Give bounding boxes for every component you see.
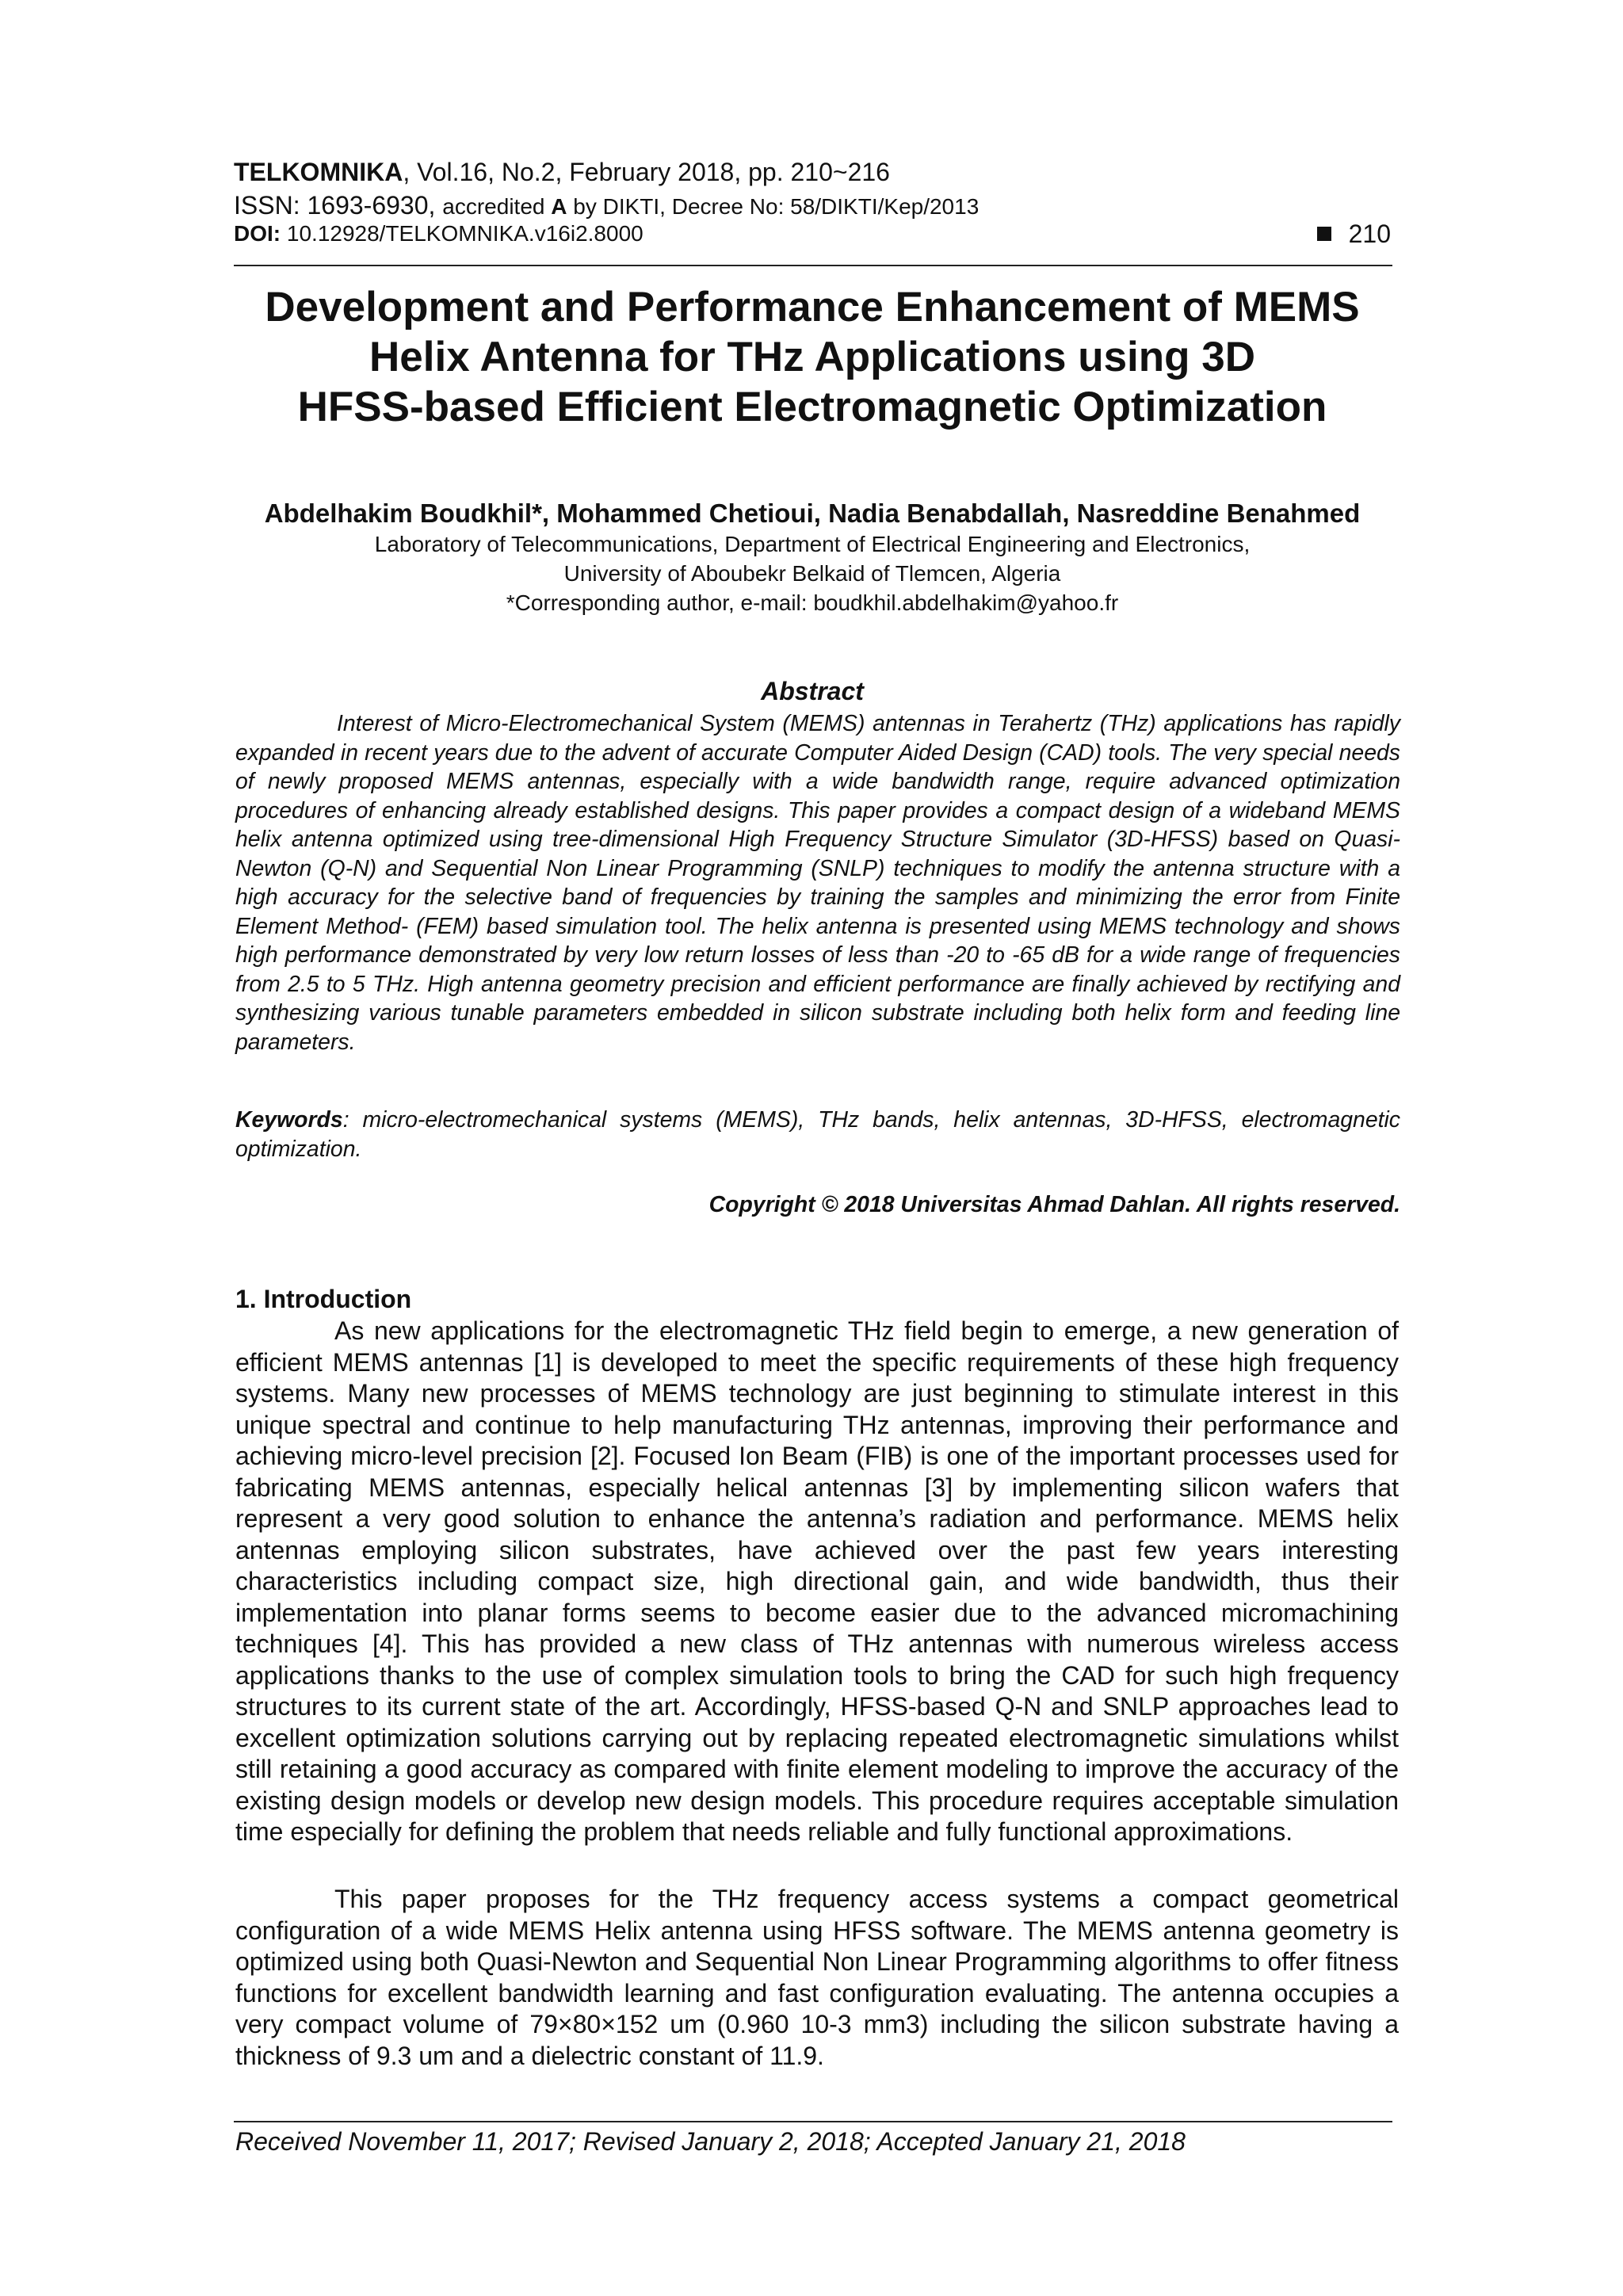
keywords-label: Keywords: [235, 1107, 343, 1133]
keywords: [235, 1106, 1400, 1163]
doi-line: [234, 220, 1391, 247]
paper-title: [202, 282, 1423, 432]
affiliation: [202, 529, 1423, 617]
journal-citation: [234, 157, 1391, 187]
square-bullet-icon: [1317, 227, 1331, 241]
title-line-3: HFSS-based Efficient Electromagnetic Optimization: [297, 384, 1327, 430]
abstract-heading: Abstract: [761, 677, 864, 705]
affiliation-line-2: University of Aboubekr Belkaid of Tlemcen, Algeria: [563, 561, 1061, 586]
abstract-body: Interest of Micro-Electromechanical System (MEMS) antennas in Terahertz (THz) applications has rapidly expanded in recent years due to the advent of accurate Computer Aided Design (CAD) tools. The very special needs of newly proposed MEMS antennas, especially with a wide bandwidth range, require advanced optimization procedures of enhancing already established designs. This paper provides a compact design of a wideband MEMS helix antenna optimized using tree-dimensional High Frequency Structure Simulator (3D-HFSS) based on Quasi-Newton (Q-N) and Sequential Non Linear Programming (SNLP) techniques to modify the antenna structure with a high accuracy for the selective band of frequencies by training the samples and minimizing the error from Finite Element Method- (FEM) based simulation tool. The helix antenna is presented using MEMS technology and shows high performance demonstrated by very low return losses of less than -20 to -65 dB for a wide range of frequencies from 2.5 to 5 THz. High antenna geometry precision and efficient performance are finally achieved by rectifying and synthesizing various tunable parameters embedded in silicon substrate including both helix form and feeding line parameters.: [235, 711, 1400, 1055]
page-number: [1317, 220, 1391, 247]
author-list: Abdelhakim Boudkhil*, Mohammed Chetioui, Nadia Benabdallah, Nasreddine Benahmed: [264, 499, 1361, 528]
title-line-1: Development and Performance Enhancement of MEMS: [265, 284, 1360, 330]
header-divider: [234, 265, 1392, 266]
footer-divider: [234, 2121, 1392, 2122]
page-number-value: 210: [1348, 220, 1391, 248]
doi-value: 10.12928/TELKOMNIKA.v16i2.8000: [281, 221, 643, 246]
journal-name: TELKOMNIKA: [234, 158, 403, 186]
keywords-text: : micro-electromechanical systems (MEMS), THz bands, helix antennas, 3D-HFSS, electromagnetic optimization.: [235, 1107, 1400, 1162]
received-dates: Received November 11, 2017; Revised January 2, 2018; Accepted January 21, 2018: [235, 2127, 1186, 2156]
accreditation-pre: accredited: [442, 194, 552, 219]
copyright-notice: Copyright © 2018 Universitas Ahmad Dahlan. All rights reserved.: [708, 1192, 1400, 1217]
accreditation-grade: A: [551, 194, 567, 219]
affiliation-line-1: Laboratory of Telecommunications, Department of Electrical Engineering and Electronics,: [374, 532, 1251, 556]
section-heading-introduction: 1. Introduction: [235, 1285, 412, 1313]
issn-line: [234, 190, 1391, 222]
issn: ISSN: 1693-6930,: [234, 191, 443, 220]
introduction-paragraph-2: This paper proposes for the THz frequency access systems a compact geometrical configuration of a wide MEMS Helix antenna using HFSS software. The MEMS antenna geometry is optimized using both Quasi-Newton and Sequential Non Linear Programming algorithms to offer fitness functions for excellent bandwidth learning and fast configuration evaluating. The antenna occupies a very compact volume of 79×80×152 um (0.960 10-3 mm3) including the silicon substrate having a thickness of 9.3 um and a dielectric constant of 11.9.: [235, 1885, 1399, 2070]
corresponding-author: *Corresponding author, e-mail: boudkhil.abdelhakim@yahoo.fr: [506, 590, 1119, 615]
journal-info: , Vol.16, No.2, February 2018, pp. 210~216: [403, 158, 890, 186]
title-line-2: Helix Antenna for THz Applications using 3D: [369, 334, 1255, 380]
doi-label: DOI:: [234, 221, 281, 246]
accreditation-post: by DIKTI, Decree No: 58/DIKTI/Kep/2013: [567, 194, 980, 219]
introduction-paragraph-1: As new applications for the electromagnetic THz field begin to emerge, a new generation of efficient MEMS antennas [1] is developed to meet the specific requirements of these high frequency systems. Many new processes of MEMS technology are just beginning to stimulate interest in this unique spectral and continue to help manufacturing THz antennas, improving their performance and achieving micro-level precision [2]. Focused Ion Beam (FIB) is one of the important processes used for fabricating MEMS antennas, especially helical antennas [3] by implementing silicon wafers that represent a very good solution to enhance the antenna’s radiation and performance. MEMS helix antennas employing silicon substrates, have achieved over the past few years interesting characteristics including compact size, high directional gain, and wide bandwidth, thus their implementation into planar forms seems to become easier due to the advanced micromachining techniques [4]. This has provided a new class of THz antennas with numerous wireless access applications thanks to the use of complex simulation tools to bring the CAD for such high frequency structures to its current state of the art. Accordingly, HFSS-based Q-N and SNLP approaches lead to excellent optimization solutions carrying out by replacing repeated electromagnetic simulations whilst still retaining a good accuracy as compared with finite element modeling to improve the accuracy of the existing design models or develop new design models. This procedure requires acceptable simulation time especially for defining the problem that needs reliable and fully functional approximations.: [235, 1316, 1399, 1846]
